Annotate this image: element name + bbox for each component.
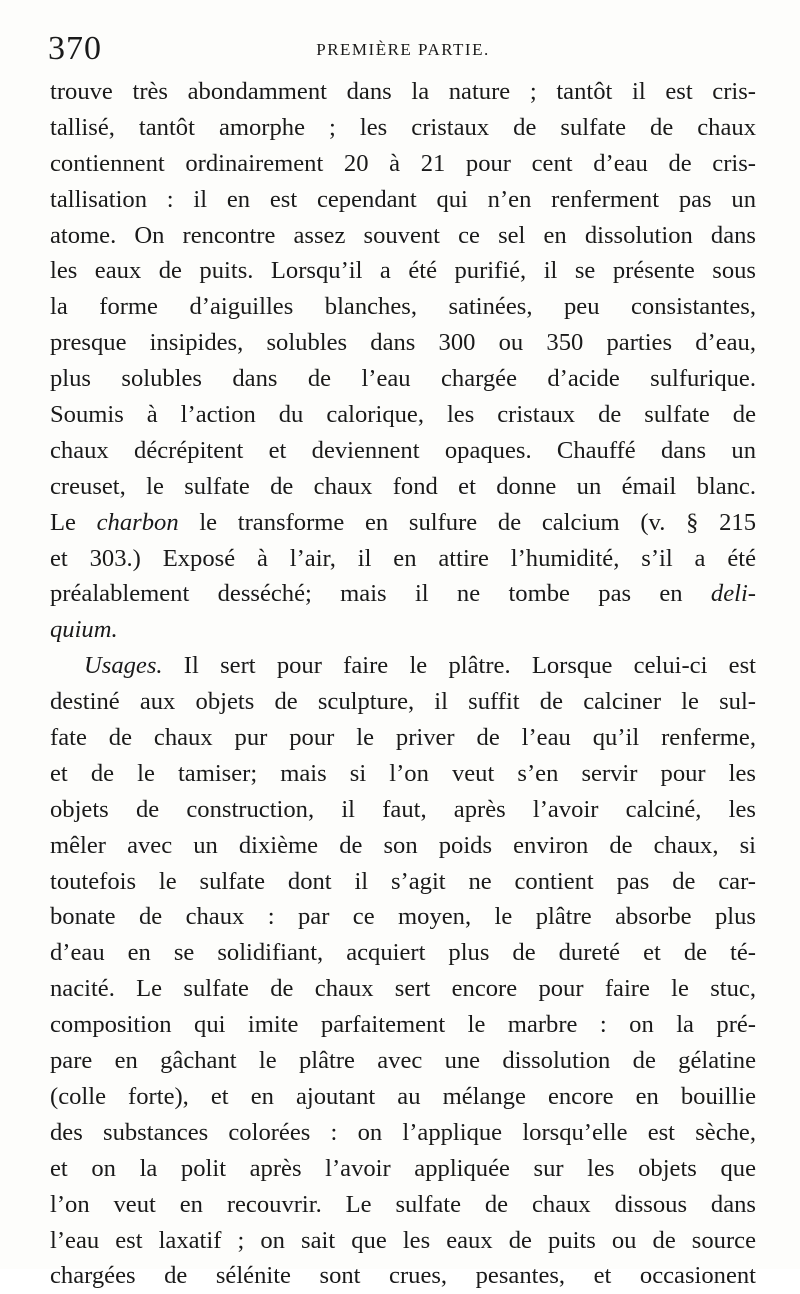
text-line <box>50 612 756 648</box>
text-line: fate de chaux pur pour le priver de l’eau qu’il renferme, <box>50 724 756 752</box>
text-run: Le <box>50 508 97 536</box>
text-line: des substances colorées : on l’applique lorsqu’elle est sèche, <box>50 1118 756 1146</box>
text-line: chaux décrépitent et deviennent opaques. Chauffé dans un <box>50 436 756 464</box>
text-line: tallisation : il en est cependant qui n’en renferment pas un <box>50 185 756 213</box>
text-line: creuset, le sulfate de chaux fond et donne un émail blanc. <box>50 472 756 500</box>
text-line: contiennent ordinairement 20 à 21 pour cent d’eau de cris- <box>50 149 756 177</box>
section-keyword: Usages. <box>84 652 163 680</box>
running-head: PREMIÈRE PARTIE. <box>316 40 490 59</box>
text-line: presque insipides, solubles dans 300 ou 350 parties d’eau, <box>50 329 756 357</box>
text-line: plus solubles dans de l’eau chargée d’acide sulfurique. <box>50 365 756 393</box>
text-run: le transforme en sulfure de calcium (v. § 215 <box>178 508 756 536</box>
text-line: et de le tamiser; mais si l’on veut s’en servir pour les <box>50 759 756 787</box>
text-line: trouve très abondamment dans la nature ; tantôt il est cris- <box>50 78 756 105</box>
text-line: objets de construction, il faut, après l’avoir calciné, les <box>50 795 756 823</box>
text-line: nacité. Le sulfate de chaux sert encore pour faire le stuc, <box>50 975 756 1003</box>
text-line: et on la polit après l’avoir appliquée sur les objets que <box>50 1154 756 1182</box>
text-line: (colle forte), et en ajoutant au mélange encore en bouillie <box>50 1082 756 1110</box>
italic-term: quium. <box>50 616 118 644</box>
text-line <box>50 576 756 612</box>
body-text <box>50 74 756 1294</box>
text-line: composition qui imite parfaitement le marbre : on la pré- <box>50 1011 756 1039</box>
text-line: et 303.) Exposé à l’air, il en attire l’humidité, s’il a été <box>50 544 756 572</box>
text-line: d’eau en se solidifiant, acquiert plus de dureté et de té- <box>50 939 756 967</box>
text-line: mêler avec un dixième de son poids environ de chaux, si <box>50 831 756 859</box>
page-number: 370 <box>48 30 102 67</box>
text-line: la forme d’aiguilles blanches, satinées, peu consistantes, <box>50 293 756 321</box>
text-line: pare en gâchant le plâtre avec une dissolution de gélatine <box>50 1047 756 1075</box>
text-run: Il sert pour faire le plâtre. Lorsque celui-ci est <box>162 652 756 680</box>
text-line: atome. On rencontre assez souvent ce sel en dissolution dans <box>50 221 756 249</box>
text-line: chargées de sélénite sont crues, pesantes, et occasionent <box>50 1262 756 1290</box>
text-run: préalablement desséché; mais il ne tombe pas en <box>50 580 711 608</box>
text-line: l’on veut en recouvrir. Le sulfate de chaux dissous dans <box>50 1190 756 1218</box>
text-line: les eaux de puits. Lorsqu’il a été purifié, il se présente sous <box>50 257 756 285</box>
text-line <box>50 505 756 541</box>
text-line: bonate de chaux : par ce moyen, le plâtre absorbe plus <box>50 903 756 931</box>
text-line <box>50 648 756 684</box>
text-line: toutefois le sulfate dont il s’agit ne contient pas de car- <box>50 867 756 895</box>
text-line: tallisé, tantôt amorphe ; les cristaux de sulfate de chaux <box>50 113 756 141</box>
text-line: l’eau est laxatif ; on sait que les eaux de puits ou de source <box>50 1226 756 1254</box>
italic-term: deli- <box>710 580 756 608</box>
text-line: destiné aux objets de sculpture, il suffit de calciner le sul- <box>50 688 756 716</box>
page-header <box>48 30 758 70</box>
text-line: Soumis à l’action du calorique, les cristaux de sulfate de <box>50 401 756 429</box>
italic-term: charbon <box>96 508 179 536</box>
